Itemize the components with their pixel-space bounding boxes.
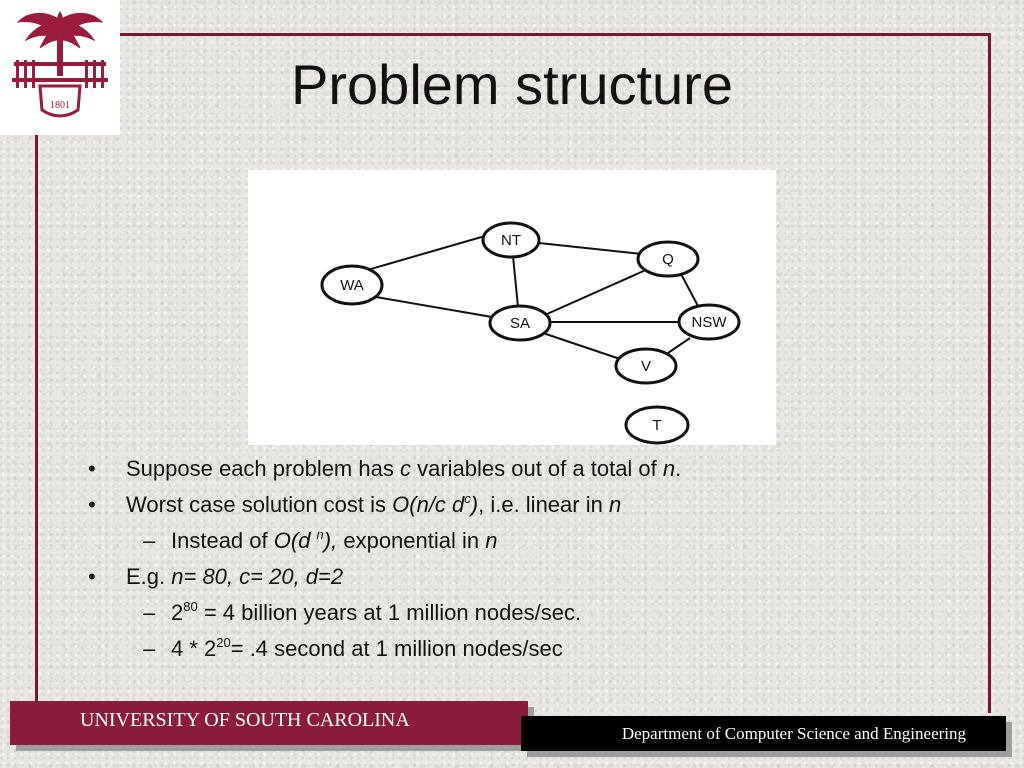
bullet-text-italic: ) <box>470 492 479 517</box>
bullet-text-part: variables out of a total of <box>410 456 663 481</box>
department-banner <box>521 716 1006 751</box>
constraint-graph <box>248 170 776 445</box>
bullet-marker: • <box>88 564 96 589</box>
graph-node-label: SA <box>509 315 531 332</box>
sub-bullet-text <box>171 600 581 626</box>
bullet-marker: • <box>88 456 96 481</box>
bullet-text-italic: n <box>608 492 622 517</box>
graph-edge <box>681 274 698 306</box>
graph-node-label: V <box>640 358 652 375</box>
bullet-text-part: Worst case solution cost is <box>126 492 393 517</box>
bullet-text-italic: n= 80, c= 20, d=2 <box>171 564 344 589</box>
bullet-text-part: , i.e. linear in <box>478 492 609 517</box>
graph-edge <box>539 243 642 254</box>
bullet-text-italic: O(n/c d <box>392 492 465 517</box>
graph-edge <box>370 296 492 317</box>
sub-bullet-text <box>171 528 497 554</box>
bullet-superscript: 20 <box>216 635 231 650</box>
graph-node-label: NSW <box>691 314 727 331</box>
bullet-text <box>126 456 681 482</box>
bullet-superscript: n <box>316 527 324 542</box>
bullet-text-italic: n <box>485 528 498 553</box>
bullet-text-part: . <box>675 456 682 481</box>
graph-node-label: Q <box>662 251 674 268</box>
frame-left-border <box>35 33 38 713</box>
bullet-text-part: exponential in <box>337 528 486 553</box>
graph-node-label: NT <box>501 232 521 249</box>
graph-node-label: WA <box>340 277 364 294</box>
graph-node-label: T <box>652 417 662 434</box>
bullet-text <box>126 564 343 590</box>
frame-right-border <box>988 33 991 713</box>
graph-edge <box>540 332 623 360</box>
bullet-text <box>126 492 621 518</box>
bullet-text-part: = .4 second at 1 million nodes/sec <box>230 636 563 661</box>
sub-bullet-text <box>171 636 563 662</box>
bullet-superscript: c <box>464 491 471 506</box>
bullet-text-part: Suppose each problem has <box>126 456 400 481</box>
bullet-marker: • <box>88 492 96 517</box>
bullet-text-italic: O(d <box>273 528 317 553</box>
graph-edge <box>668 338 690 353</box>
slide-title: Problem structure <box>291 53 733 116</box>
graph-edge <box>538 269 648 318</box>
logo-year-text: 1801 <box>50 100 70 111</box>
bullet-superscript: 80 <box>183 599 198 614</box>
university-banner <box>10 701 528 745</box>
sub-bullet-marker: – <box>143 636 156 661</box>
bullet-text-italic: ), <box>323 528 338 553</box>
bullet-text-part: 2 <box>171 600 184 625</box>
university-name: UNIVERSITY OF SOUTH CAROLINA <box>80 709 410 731</box>
bullet-text-part: = 4 billion years at 1 million nodes/sec. <box>197 600 582 625</box>
sub-bullet-marker: – <box>143 528 156 553</box>
frame-top-border <box>35 33 990 36</box>
bullet-text-part: Instead of <box>171 528 274 553</box>
bullet-text-italic: n <box>662 456 676 481</box>
department-name: Department of Computer Science and Engineering <box>621 724 966 743</box>
sub-bullet-marker: – <box>143 600 156 625</box>
bullet-text-part: E.g. <box>126 564 172 589</box>
constraint-graph-figure <box>248 170 776 445</box>
bullet-text-italic: c <box>399 456 411 481</box>
bullet-text-part: 4 * 2 <box>171 636 217 661</box>
graph-edge <box>513 256 518 307</box>
